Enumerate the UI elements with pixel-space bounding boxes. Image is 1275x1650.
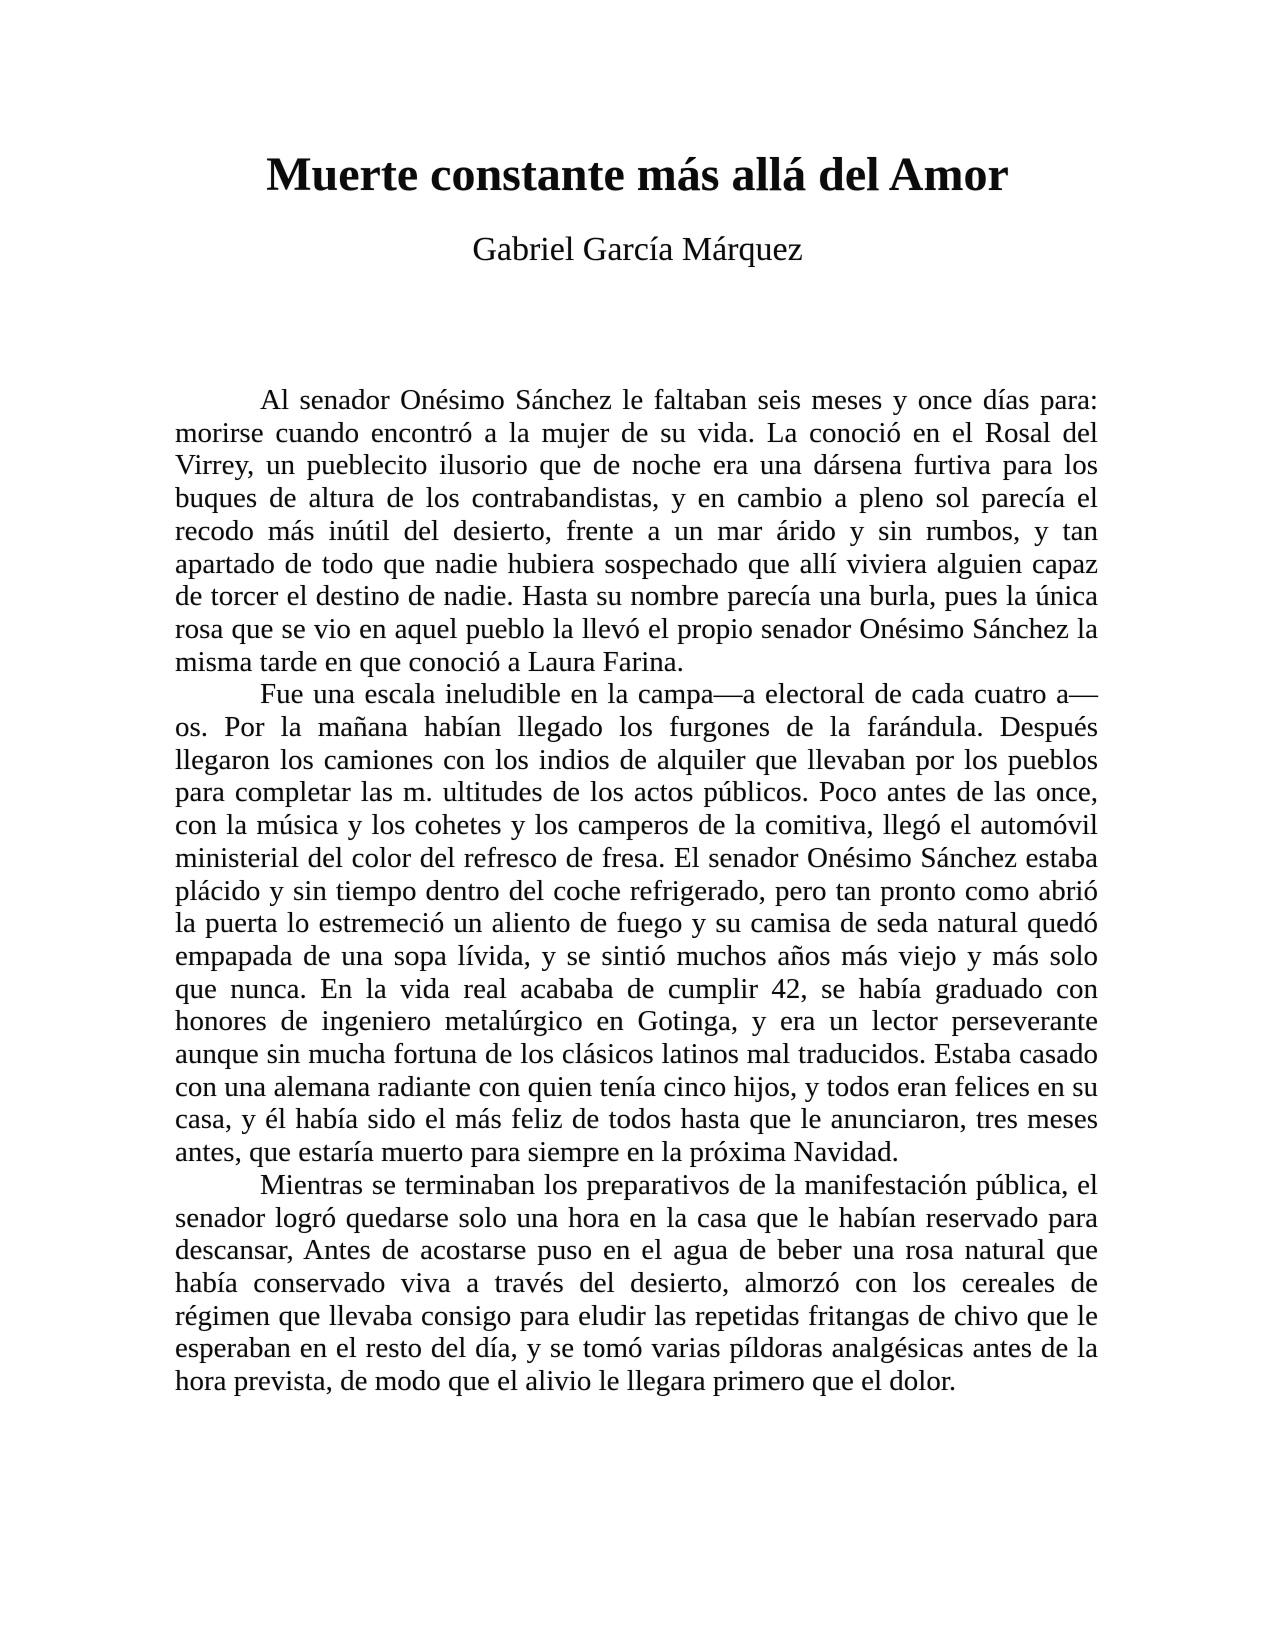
document-body — [175, 384, 1098, 1398]
document-author: Gabriel García Márquez — [472, 231, 803, 268]
document-title: Muerte constante más allá del Amor — [266, 148, 1009, 201]
paragraph-1: Al senador Onésimo Sánchez le faltaban seis meses y once días para: morirse cuando encontró a la mujer de su vida. La conoció en el Rosal del Virrey, un pueblecito ilusorio que de noche era una dársena furtiva para los buques de altura de los contrabandistas, y en cambio a pleno sol parecía el recodo más inútil del desierto, frente a un mar árido y sin rumbos, y tan apartado de todo que nadie hubiera sospechado que allí viviera alguien capaz de torcer el destino de nadie. Hasta su nombre parecía una burla, pues la única rosa que se vio en aquel pueblo la llevó el propio senador Onésimo Sánchez la misma tarde en que conoció a Laura Farina. — [175, 384, 1098, 678]
paragraph-2: Fue una escala ineludible en la campa—a electoral de cada cuatro a—os. Por la mañana habían llegado los furgones de la farándula. Después llegaron los camiones con los indios de alquiler que llevaban por los pueblos para completar las m. ultitudes de los actos públicos. Poco antes de las once, con la música y los cohetes y los camperos de la comitiva, llegó el automóvil ministerial del color del refresco de fresa. El senador Onésimo Sánchez estaba plácido y sin tiempo dentro del coche refrigerado, pero tan pronto como abrió la puerta lo estremeció un aliento de fuego y su camisa de seda natural quedó empapada de una sopa lívida, y se sintió muchos años más viejo y más solo que nunca. En la vida real acababa de cumplir 42, se había graduado con honores de ingeniero metalúrgico en Gotinga, y era un lector perseverante aunque sin mucha fortuna de los clásicos latinos mal traducidos. Estaba casado con una alemana radiante con quien tenía cinco hijos, y todos eran felices en su casa, y él había sido el más feliz de todos hasta que le anunciaron, tres meses antes, que estaría muerto para siempre en la próxima Navidad. — [175, 678, 1098, 1169]
paragraph-3: Mientras se terminaban los preparativos de la manifestación pública, el senador logró quedarse solo una hora en la casa que le habían reservado para descansar, Antes de acostarse puso en el agua de beber una rosa natural que había conservado viva a través del desierto, almorzó con los cereales de régimen que llevaba consigo para eludir las repetidas fritangas de chivo que le esperaban en el resto del día, y se tomó varias píldoras analgésicas antes de la hora prevista, de modo que el alivio le llegara primero que el dolor. — [175, 1168, 1098, 1398]
